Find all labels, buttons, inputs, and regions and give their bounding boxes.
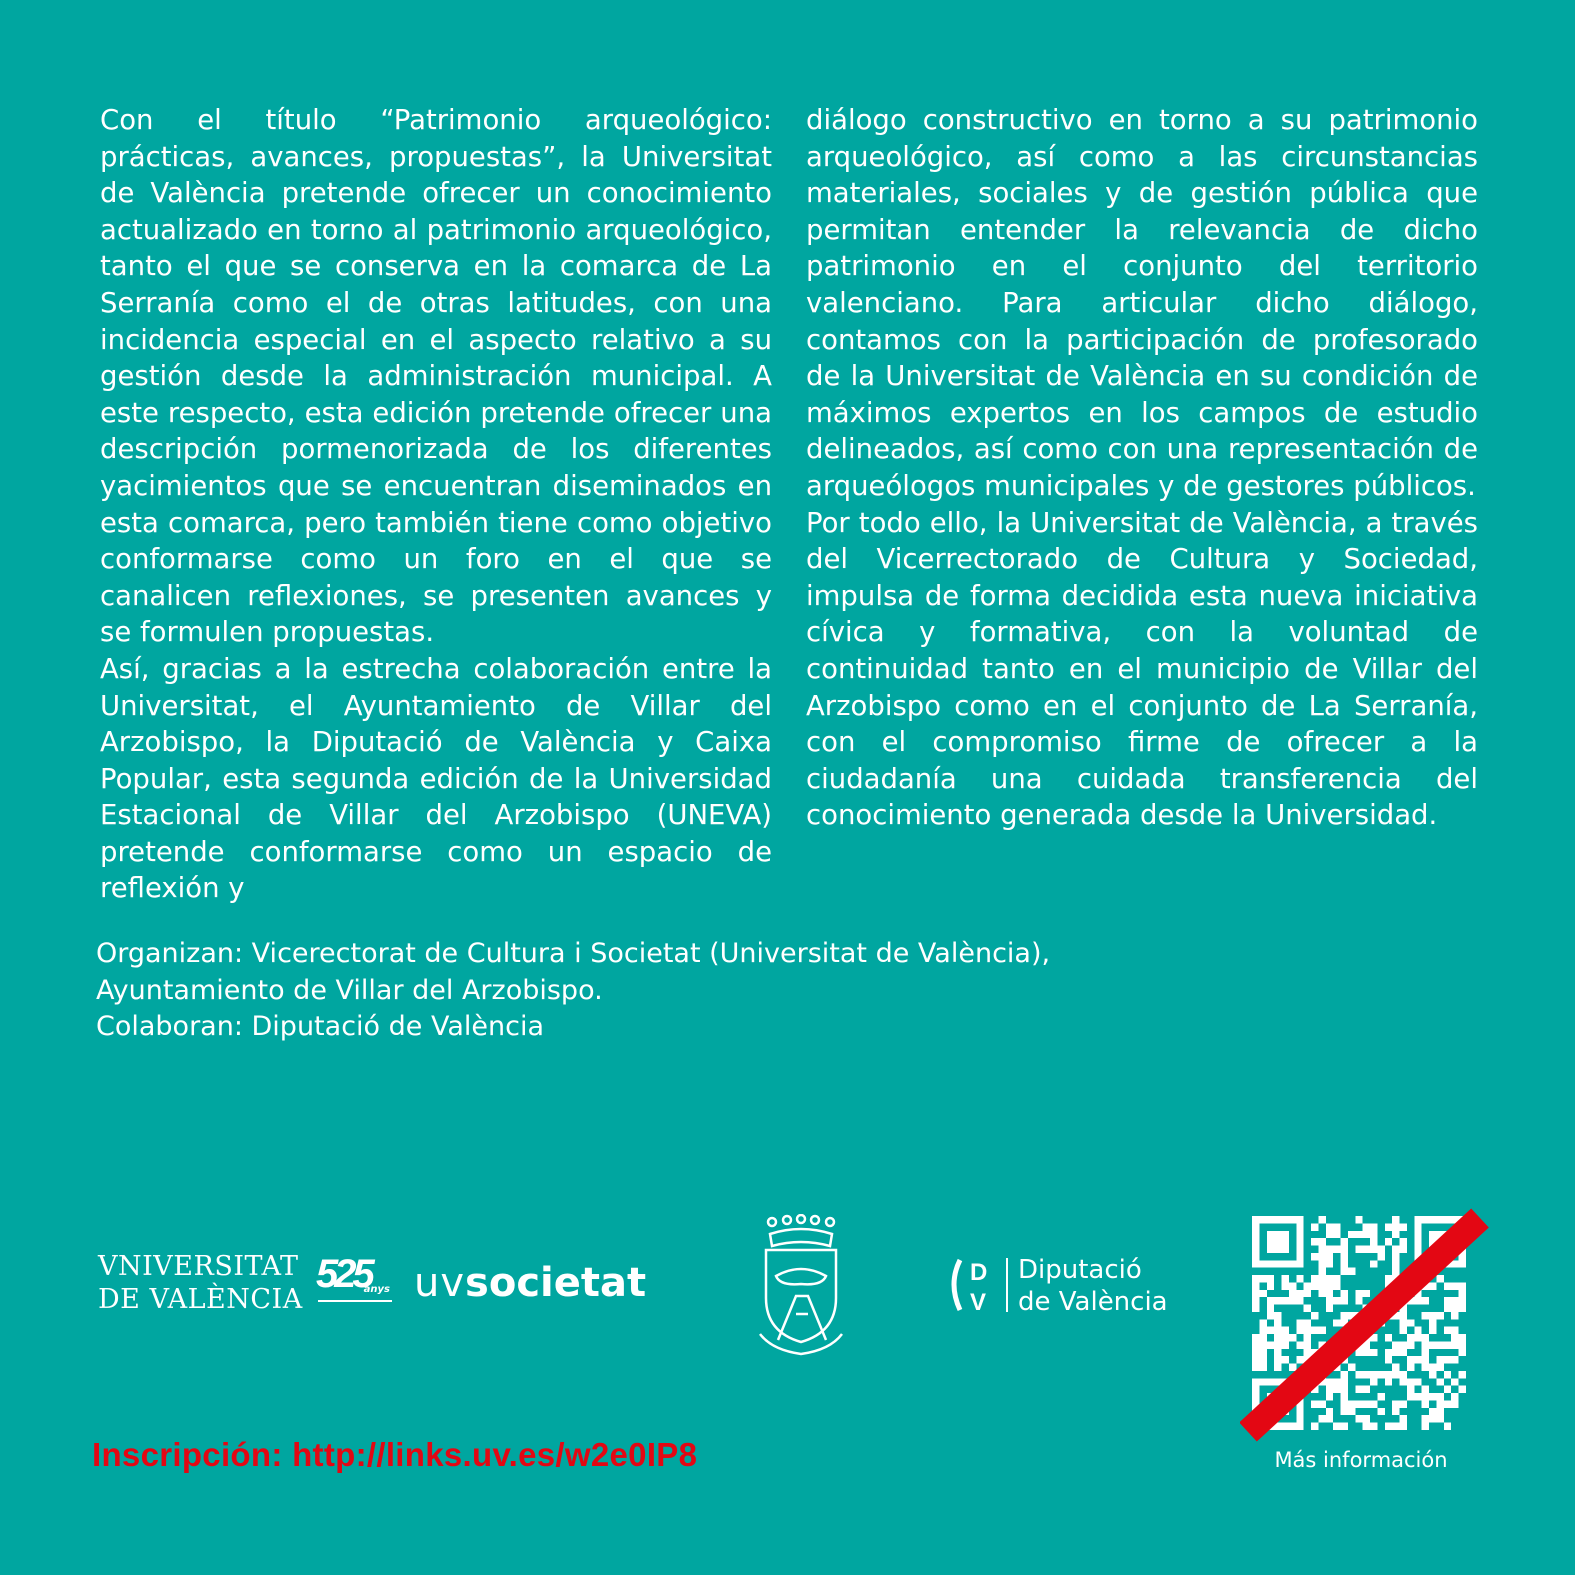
anniversary-underline: [318, 1300, 392, 1302]
svg-text:V: V: [970, 1289, 987, 1316]
paragraph-collaboration: Así, gracias a la estrecha colaboración entre la Universitat, el Ayuntamiento de Villar del Arzobispo, la Diputació de València y Caixa Popular, esta segunda edición de la Universidad Estacional de Villar del Arzobispo (UNEVA) pretende conformarse como un espacio de reflexión y: [100, 652, 772, 905]
universitat-valencia-logo: [98, 1250, 304, 1316]
uv-logo-line2: DE VALÈNCIA: [98, 1284, 303, 1315]
diputacio-mark-icon: [946, 1254, 998, 1316]
red-strike-icon: [1240, 1206, 1496, 1446]
svg-text:D: D: [970, 1259, 988, 1286]
credits-collaborators: Colaboran: Diputació de València: [96, 1011, 545, 1042]
diputacio-line2: de València: [1018, 1287, 1168, 1317]
uvsocietat-word: societat: [465, 1260, 647, 1306]
uvsocietat-prefix: uv: [414, 1260, 466, 1306]
anniversary-unit: anys: [363, 1284, 390, 1295]
credits-organizers-cont: Ayuntamiento de Villar del Arzobispo.: [96, 974, 603, 1006]
paragraph-intro: Con el título “Patrimonio arqueológico: prácticas, avances, propuestas”, la Universitat de València pretende ofrecer un conocimiento actualizado en torno al patrimonio arqueológico, tanto el que se conserva en la comarca de La Serranía como el de otras latitudes, con una incidencia especial en el aspecto relativo a su gestión desde la administración municipal. A este respecto, esta edición pretende ofrecer una descripción pormenorizada de los diferentes yacimientos que se encuentran diseminados en esta comarca, pero también tiene como objetivo conformarse como un foro en el que se canalicen reflexiones, se presenten avances y se formulen propuestas.: [100, 104, 772, 649]
anniversary-525-logo: [316, 1252, 394, 1312]
diputacio-line1: Diputació: [1018, 1255, 1142, 1285]
credits-organizers: Organizan: Vicerectorat de Cultura i Societat (Universitat de València),: [96, 938, 1051, 969]
registration-link[interactable]: Inscripción: http://links.uv.es/w2e0IP8: [92, 1436, 698, 1473]
paragraph-dialogue: diálogo constructivo en torno a su patrimonio arqueológico, así como a las circunstancias materiales, sociales y de gestión pública que permitan entender la relevancia de dicho patrimonio en el conjunto del territorio valenciano. Para articular dicho diálogo, contamos con la participación de profesorado de la Universitat de València en su condición de máximos expertos en los campos de estudio delineados, así como con una representación de arqueólogos municipales y de gestores públicos.: [806, 104, 1478, 502]
body-column-left: [100, 102, 772, 907]
uv-logo-line1: VNIVERSITAT: [98, 1251, 299, 1282]
uv-societat-logo: [414, 1255, 646, 1319]
villar-coat-of-arms-icon: [752, 1214, 850, 1356]
credits-block: [96, 936, 1050, 1046]
qr-code-block[interactable]: [1240, 1206, 1496, 1482]
diputacio-separator: [1006, 1258, 1008, 1312]
diputacio-name: [1018, 1254, 1168, 1318]
qr-caption: Más información: [1274, 1448, 1448, 1472]
paragraph-conclusion: Por todo ello, la Universitat de València, a través del Vicerrectorado de Cultura y Sociedad, impulsa de forma decidida esta nueva iniciativa cívica y formativa, con la voluntad de continuidad tanto en el municipio de Villar del Arzobispo como en el conjunto de La Serranía, con el compromiso firme de ofrecer a la ciudadanía una cuidada transferencia del conocimiento generada desde la Universidad.: [806, 506, 1478, 832]
body-column-right: [806, 102, 1478, 834]
anniversary-number: 525: [316, 1252, 371, 1296]
